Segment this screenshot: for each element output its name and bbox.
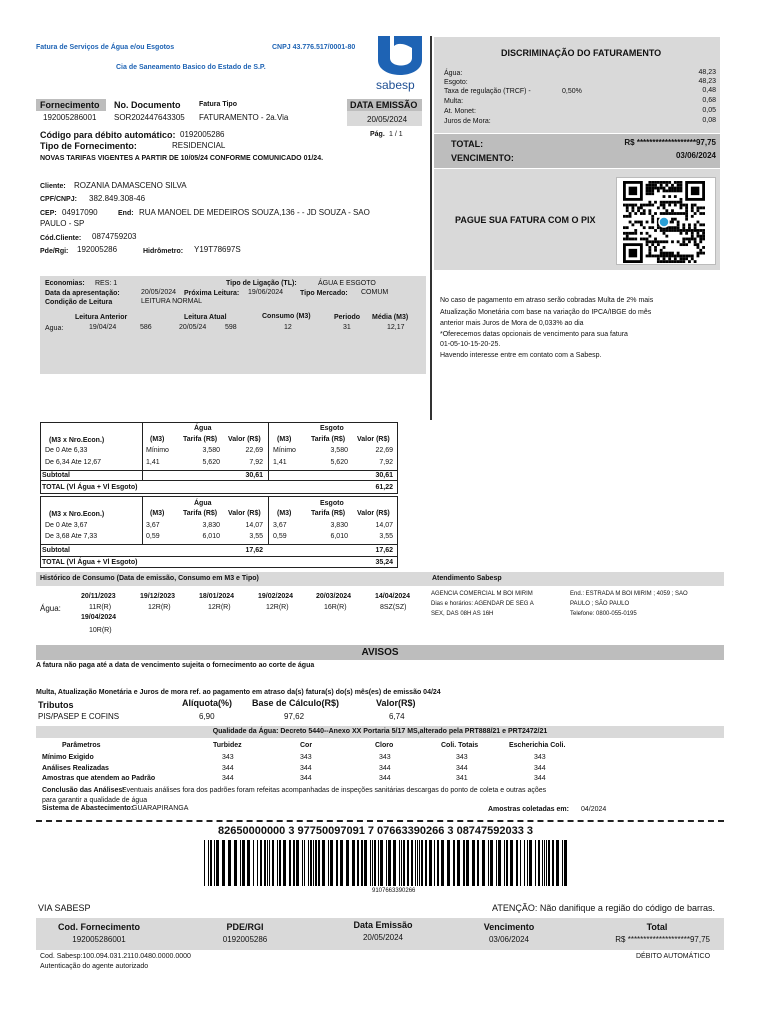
- aliquota-header: Alíquota(%): [182, 698, 232, 708]
- atendimento-end1: End.: ESTRADA M BOI MIRIM ; 4059 ; SAO: [570, 591, 688, 597]
- anterior-data: 19/04/24: [89, 324, 117, 331]
- tarifa-header-agua: Tarifa (R$): [183, 436, 218, 443]
- media-header: Média (M3): [372, 314, 409, 321]
- f-venc-header: Vencimento: [483, 922, 535, 932]
- apresentacao-value: 20/05/2024: [141, 289, 177, 296]
- cod-cliente-value: 0874759203: [92, 232, 137, 241]
- doc-value: SOR202447643305: [114, 113, 185, 122]
- sistema-label: Sistema de Abastecimento:: [42, 805, 134, 812]
- cep-value: 04917090: [62, 208, 98, 217]
- service-title: Fatura de Serviços de Água e/ou Esgotos: [36, 44, 175, 51]
- mercado-label: Tipo Mercado:: [300, 290, 348, 297]
- amostras-value: 04/2024: [581, 806, 607, 813]
- amostras-label: Amostras coletadas em:: [488, 806, 569, 813]
- historico-row-label: Água:: [40, 604, 61, 613]
- agua-header: Água: [194, 425, 212, 432]
- q-row3-v5: 344: [534, 775, 546, 782]
- trcf-valor: 0,48: [702, 87, 716, 94]
- nota-line1: No caso de pagamento em atraso serão cobradas Multa de 2% mais: [440, 297, 654, 304]
- nota-line2: Atualização Monetária com base na variação do IPCA/IBGE do mês: [440, 309, 652, 316]
- q-row2-v4: 344: [456, 765, 468, 772]
- tarifa-header-esgoto: Tarifa (R$): [311, 436, 346, 443]
- f-cod-value: 192005286001: [72, 935, 126, 944]
- via-sabesp: VIA SABESP: [38, 903, 91, 913]
- t2-row2-m3e: 0,59: [273, 533, 287, 540]
- anterior-valor: 586: [140, 324, 152, 331]
- t2-row2-valor: 3,55: [249, 533, 263, 540]
- t1-subtotal-agua: 30,61: [245, 472, 263, 479]
- t1-row1-m3e: Mínimo: [273, 447, 296, 454]
- cpf-value: 382.849.308-46: [89, 194, 146, 203]
- pde-value: 192005286: [77, 245, 118, 254]
- q-row1-v3: 343: [379, 754, 391, 761]
- t1-row1-valore: 22,69: [375, 447, 393, 454]
- ligacao-value: ÁGUA E ESGOTO: [318, 280, 376, 287]
- t2-subtotal-esgoto: 17,62: [375, 547, 393, 554]
- fornecimento-value: 192005286001: [43, 113, 97, 122]
- t1-subtotal-label: Subtotal: [42, 472, 70, 479]
- periodo-valor: 31: [343, 324, 351, 331]
- q-row1-v5: 343: [534, 754, 546, 761]
- economias-value: RES: 1: [95, 280, 118, 287]
- media-valor: 12,17: [387, 324, 405, 331]
- q-row2-v2: 344: [300, 765, 312, 772]
- juros-label: Juros de Mora:: [444, 118, 491, 125]
- vencimento-label: VENCIMENTO:: [451, 153, 514, 163]
- pix-qr-code[interactable]: [616, 177, 716, 265]
- mercado-value: COMUM: [361, 289, 389, 296]
- f-pde-header: PDE/RGI: [226, 922, 264, 932]
- valor-header-agua-2: Valor (R$): [228, 510, 261, 517]
- proxima-label: Próxima Leitura:: [184, 290, 240, 297]
- hist-date-4: 19/02/2024: [258, 593, 294, 600]
- monet-valor: 0,05: [702, 107, 716, 114]
- valor-header-esgoto: Valor (R$): [357, 436, 390, 443]
- logo-text: sabesp: [376, 78, 415, 92]
- q-row3-label: Amostras que atendem ao Padrão: [42, 775, 156, 782]
- hist-val-1: 11R(R): [89, 604, 112, 611]
- q-header-coli: Coli. Totais: [441, 742, 479, 749]
- m3-header-agua-2: (M3): [150, 510, 165, 517]
- tributos-header: Tributos: [38, 700, 74, 710]
- hist-val-7: 10R(R): [89, 627, 112, 634]
- t2-total-valor: 35,24: [375, 559, 393, 566]
- cliente-name: ROZANIA DAMASCENO SILVA: [74, 181, 187, 190]
- base-header: Base de Cálculo(R$): [252, 698, 340, 708]
- t2-row2-tarifa: 6,010: [202, 533, 220, 540]
- pag-value: 1 / 1: [389, 131, 403, 138]
- debito-value: 0192005286: [180, 130, 225, 139]
- total-valor: R$ *******************97,75: [624, 138, 716, 147]
- q-row2-v5: 344: [534, 765, 546, 772]
- t2-row1-valore: 14,07: [375, 522, 393, 529]
- data-emissao-value: 20/05/2024: [367, 115, 408, 124]
- f-venc-value: 03/06/2024: [488, 935, 530, 944]
- f-total-value: R$ ********************97,75: [615, 935, 710, 944]
- cliente-label: Cliente:: [40, 183, 66, 190]
- t1-row2-tarifae: 5,620: [330, 459, 348, 466]
- esgoto-label: Esgoto:: [444, 79, 468, 86]
- hist-val-5: 16R(R): [324, 604, 347, 611]
- f-data-header: Data Emissão: [353, 920, 413, 930]
- q-header-escherichia: Escherichia Coli.: [509, 742, 566, 749]
- fatura-tipo-value: FATURAMENTO - 2a.Via: [199, 113, 289, 122]
- t1-row2-tarifa: 5,620: [202, 459, 220, 466]
- tributo-nome: PIS/PASEP E COFINS: [38, 712, 120, 721]
- nota-line4: *Oferecemos datas opcionais de vencimento para sua fatura: [440, 331, 628, 338]
- agencia-line3: SEX, DAS 08H AS 16H: [431, 611, 494, 617]
- t1-row1-tarifae: 3,580: [330, 447, 348, 454]
- agencia-line2: Dias e horários: AGENDAR DE SEG A: [431, 601, 534, 607]
- data-emissao-label: DATA EMISSÃO: [350, 100, 418, 110]
- sabesp-logo: [376, 34, 426, 94]
- tipo-fornecimento-value: RESIDENCIAL: [172, 141, 226, 150]
- avisos-title: AVISOS: [361, 647, 399, 658]
- cep-label: CEP:: [40, 210, 57, 217]
- ligacao-label: Tipo de Ligação (TL):: [226, 280, 297, 287]
- fatura-tipo-label: Fatura Tipo: [199, 101, 237, 108]
- agua-valor: 48,23: [698, 69, 716, 76]
- vencimento-valor: 03/06/2024: [675, 151, 716, 160]
- hist-val-6: 8SZ(SZ): [380, 604, 407, 611]
- tributo-aliquota: 6,90: [199, 712, 215, 721]
- valor-header-esgoto-2: Valor (R$): [357, 510, 390, 517]
- fornecimento-label: Fornecimento: [40, 100, 100, 110]
- t1-row1-tarifa: 3,580: [202, 447, 220, 454]
- t2-row1-tarifa: 3,830: [202, 522, 220, 529]
- aviso-tarifas: NOVAS TARIFAS VIGENTES A PARTIR DE 10/05/24 CONFORME COMUNICADO 01/24.: [40, 155, 324, 162]
- t1-total-valor: 61,22: [375, 484, 393, 491]
- esgoto-header: Esgoto: [320, 425, 344, 432]
- hist-val-2: 12R(R): [148, 604, 171, 611]
- q-row3-v3: 344: [379, 775, 391, 782]
- q-row3-v1: 344: [222, 775, 234, 782]
- q-row2-v1: 344: [222, 765, 234, 772]
- autenticacao: Autenticação do agente autorizado: [40, 963, 149, 970]
- monet-label: At. Monet:: [444, 108, 476, 115]
- t2-row2-faixa: De 3,68 Ate 7,33: [45, 533, 98, 540]
- condicao-label: Condição de Leitura: [45, 299, 113, 306]
- cut-line: [36, 820, 724, 822]
- q-header-cloro: Cloro: [375, 742, 394, 749]
- f-data-value: 20/05/2024: [362, 933, 404, 942]
- esgoto-valor: 48,23: [698, 78, 716, 85]
- consumo-valor: 12: [284, 324, 292, 331]
- cod-cliente-label: Cód.Cliente:: [40, 235, 82, 242]
- trcf-label: Taxa de regulação (TRCF) -: [444, 88, 531, 95]
- proxima-value: 19/06/2024: [248, 289, 284, 296]
- atencao: ATENÇÃO: Não danifique a região do código de barras.: [492, 903, 715, 913]
- t1-row1-valor: 22,69: [245, 447, 263, 454]
- consumo-header: Consumo (M3): [262, 313, 311, 320]
- t2-subtotal-label: Subtotal: [42, 547, 70, 554]
- t1-row2-faixa: De 6,34 Ate 12,67: [45, 459, 102, 466]
- t2-row2-tarifae: 6,010: [330, 533, 348, 540]
- nota-line6: Havendo interesse entre em contato com a Sabesp.: [440, 352, 602, 359]
- hist-date-3: 18/01/2024: [199, 593, 235, 600]
- hist-val-3: 12R(R): [208, 604, 231, 611]
- apresentacao-label: Data da apresentação:: [45, 290, 120, 297]
- condicao-value: LEITURA NORMAL: [141, 298, 203, 305]
- company-name: Cia de Saneamento Basico do Estado de S.P.: [116, 64, 266, 71]
- tributo-valor: 6,74: [389, 712, 405, 721]
- faixa-header-2: (M3 x Nro.Econ.): [49, 511, 105, 518]
- agencia-line1: AGENCIA COMERCIAL M BOI MIRIM: [431, 591, 533, 597]
- q-header-param: Parâmetros: [62, 742, 101, 749]
- barcode-number: 9107663390266: [372, 888, 416, 894]
- q-row2-label: Análises Realizadas: [42, 765, 109, 772]
- cnpj: CNPJ 43.776.517/0001-80: [272, 44, 356, 51]
- agua-header-2: Água: [194, 500, 212, 507]
- q-row1-v1: 343: [222, 754, 234, 761]
- t2-row1-m3: 3,67: [146, 522, 160, 529]
- discriminacao-title: DISCRIMINAÇÃO DO FATURAMENTO: [501, 48, 662, 58]
- hidrometro-label: Hidrômetro:: [143, 248, 184, 255]
- atendimento-telefone: Telefone: 0800-055-0195: [570, 611, 637, 617]
- linha-digitavel[interactable]: 82650000000 3 97750097091 7 07663390266 3 08747592033 3: [218, 825, 534, 837]
- aviso-multa: Multa, Atualização Monetária e Juros de mora ref. ao pagamento em atraso da(s) fatura(s) do(s) mês(es) de emissão 04/24: [36, 689, 441, 696]
- barcode-icon: [204, 840, 572, 886]
- aviso-corte: A fatura não paga até a data de vencimento sujeita o fornecimento ao corte de água: [36, 662, 315, 669]
- hist-date-5: 20/03/2024: [316, 593, 352, 600]
- q-row3-v2: 344: [300, 775, 312, 782]
- q-row1-v4: 343: [456, 754, 468, 761]
- cpf-label: CPF/CNPJ:: [40, 196, 77, 203]
- q-row1-v2: 343: [300, 754, 312, 761]
- periodo-header: Periodo: [334, 314, 361, 321]
- endereco-label: End:: [118, 210, 134, 217]
- doc-label: No. Documento: [114, 100, 181, 110]
- t1-subtotal-esgoto: 30,61: [375, 472, 393, 479]
- hist-date-7: 19/04/2024: [81, 614, 117, 621]
- tarifa-header-agua-2: Tarifa (R$): [183, 510, 218, 517]
- agua-label: Água:: [444, 70, 463, 77]
- conclusao-line2: para garantir a qualidade de água: [42, 797, 148, 804]
- nota-line3: anterior mais Juros de Mora de 0,033% ao dia: [440, 320, 584, 327]
- cod-sabesp: Cod. Sabesp:100.094.031.2110.0480.0000.0000: [40, 953, 191, 960]
- atual-data: 20/05/24: [179, 324, 207, 331]
- hist-val-4: 12R(R): [266, 604, 289, 611]
- m3-header-esgoto: (M3): [277, 436, 292, 443]
- t2-row2-m3: 0,59: [146, 533, 160, 540]
- t2-row1-faixa: De 0 Ate 3,67: [45, 522, 88, 529]
- hist-date-1: 20/11/2023: [81, 593, 116, 600]
- f-total-header: Total: [646, 922, 668, 932]
- debito-automatico: DÉBITO AUTOMÁTICO: [636, 953, 711, 960]
- hist-date-2: 19/12/2023: [140, 593, 176, 600]
- endereco-line1: RUA MANOEL DE MEDEIROS SOUZA,136 - - JD SOUZA - SAO: [139, 208, 370, 217]
- sistema-value: GUARAPIRANGA: [132, 805, 189, 812]
- valor-tributo-header: Valor(R$): [376, 698, 416, 708]
- t2-subtotal-agua: 17,62: [245, 547, 263, 554]
- t1-row2-m3: 1,41: [146, 459, 160, 466]
- nota-line5: 01-05-10-15-20-25.: [440, 341, 501, 348]
- t1-total-label: TOTAL (Vl Água + Vl Esgoto): [42, 484, 138, 491]
- multa-label: Multa:: [444, 98, 464, 105]
- historico-title: Histórico de Consumo (Data de emissão, Consumo em M3 e Tipo): [40, 575, 259, 582]
- f-cod-header: Cod. Fornecimento: [57, 922, 140, 932]
- endereco-line2: PAULO - SP: [40, 219, 85, 228]
- tipo-fornecimento-label: Tipo de Fornecimento:: [40, 141, 137, 151]
- pde-label: Pde/Rgi:: [40, 248, 69, 255]
- q-row3-v4: 341: [456, 775, 468, 782]
- trcf-percent: 0,50%: [562, 88, 582, 95]
- leitura-atual-header: Leitura Atual: [184, 314, 227, 321]
- tributo-base: 97,62: [284, 712, 305, 721]
- t2-row1-m3e: 3,67: [273, 522, 287, 529]
- conclusao-line1: Eventuais análises fora dos padrões foram refeitas acompanhadas de inspeções sanitárias descargas do ponto de coleta e outras ações: [122, 787, 547, 794]
- t1-row1-m3: Mínimo: [146, 447, 169, 454]
- esgoto-header-2: Esgoto: [320, 500, 344, 507]
- t2-row2-valore: 3,55: [379, 533, 393, 540]
- t1-row1-faixa: De 0 Ate 6,33: [45, 447, 88, 454]
- pag-label: Pág.: [370, 131, 385, 138]
- t2-total-label: TOTAL (Vl Água + Vl Esgoto): [42, 559, 138, 566]
- multa-valor: 0,68: [702, 97, 716, 104]
- hidrometro-value: Y19T78697S: [194, 245, 241, 254]
- t1-row2-m3e: 1,41: [273, 459, 287, 466]
- hist-date-6: 14/04/2024: [375, 593, 411, 600]
- m3-header-agua: (M3): [150, 436, 165, 443]
- t2-row1-valor: 14,07: [245, 522, 263, 529]
- t2-row1-tarifae: 3,830: [330, 522, 348, 529]
- t1-row2-valor: 7,92: [249, 459, 263, 466]
- q-row2-v3: 344: [379, 765, 391, 772]
- atendimento-title: Atendimento Sabesp: [432, 575, 502, 582]
- tarifa-header-esgoto-2: Tarifa (R$): [311, 510, 346, 517]
- juros-valor: 0,08: [702, 117, 716, 124]
- sabesp-logo-icon: [376, 34, 426, 78]
- q-header-turbidez: Turbidez: [213, 742, 242, 749]
- q-header-cor: Cor: [300, 742, 313, 749]
- pix-label: PAGUE SUA FATURA COM O PIX: [455, 215, 596, 225]
- conclusao-label: Conclusão das Análises:: [42, 787, 125, 794]
- faixa-header: (M3 x Nro.Econ.): [49, 437, 105, 444]
- atual-valor: 598: [225, 324, 237, 331]
- leitura-anterior-header: Leitura Anterior: [75, 314, 128, 321]
- valor-header-agua: Valor (R$): [228, 436, 261, 443]
- economias-label: Economias:: [45, 280, 85, 287]
- m3-header-esgoto-2: (M3): [277, 510, 292, 517]
- atendimento-end2: PAULO ; SÃO PAULO: [570, 601, 630, 607]
- t1-row2-valore: 7,92: [379, 459, 393, 466]
- debito-label: Código para débito automático:: [40, 130, 176, 140]
- qualidade-title: Qualidade da Água: Decreto 5440--Anexo XX Portaria 5/17 MS,alterado pela PRT888/21 e PRT2472/21: [212, 728, 548, 735]
- f-pde-value: 0192005286: [222, 935, 268, 944]
- q-row1-label: Mínimo Exigido: [42, 754, 94, 761]
- qr-code-icon: [623, 181, 709, 263]
- leitura-row-label: Agua:: [45, 325, 64, 332]
- total-label: TOTAL:: [451, 139, 484, 149]
